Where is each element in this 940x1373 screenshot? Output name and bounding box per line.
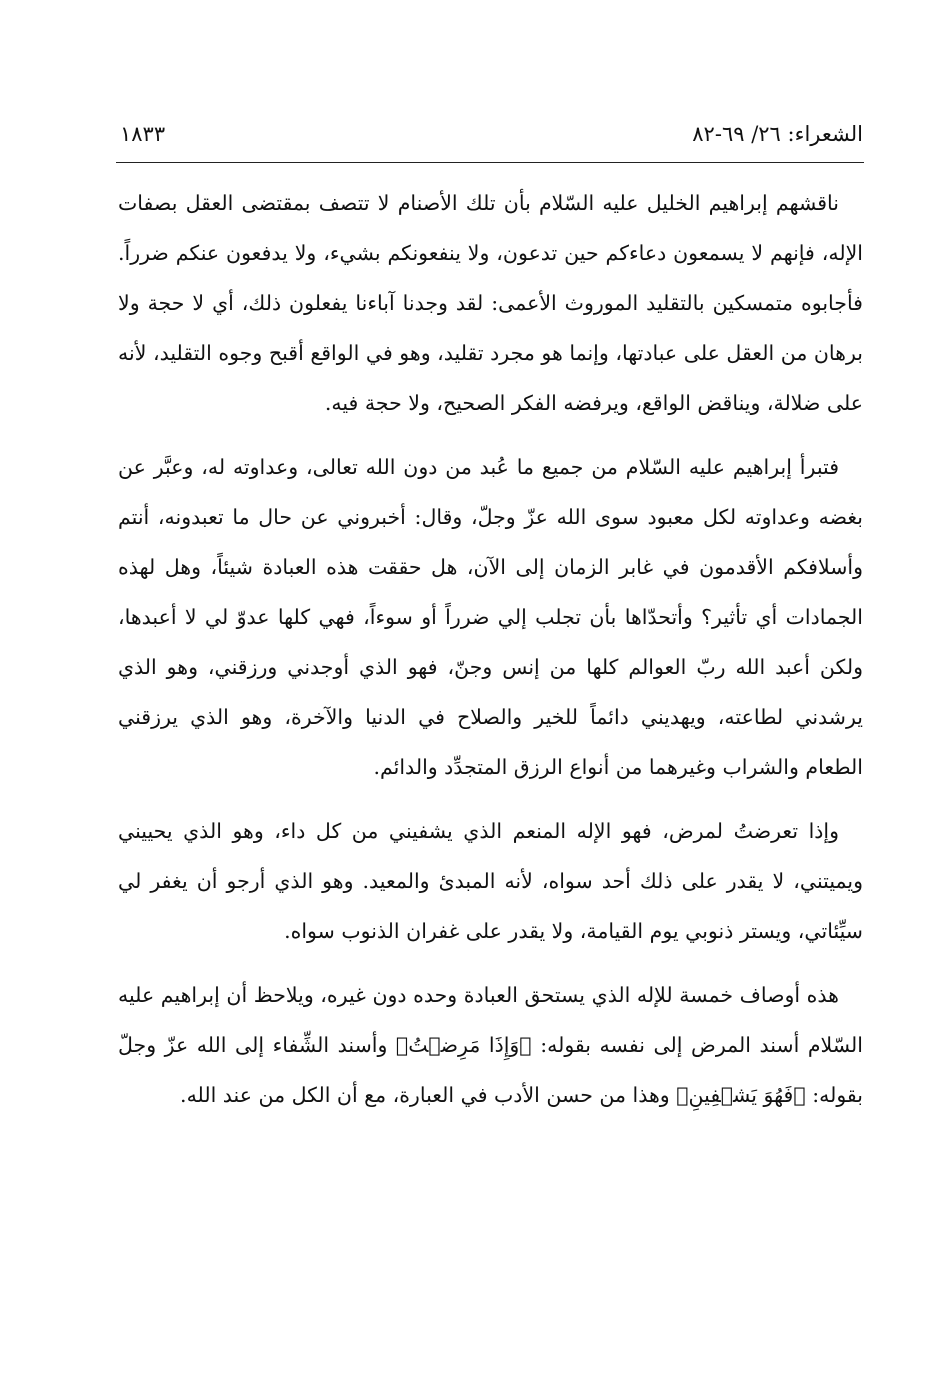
paragraph-4 [118, 970, 863, 1120]
paragraph-4-part-2: وأسند الشِّفاء إلى الله عزّ وجلّ بقوله: [118, 1033, 863, 1107]
paragraph-2: فتبرأ إبراهيم عليه السّلام من جميع ما عُبد من دون الله تعالى، وعداوته له، وعبَّر عن بغضه وعداوته لكل معبود سوى الله عزّ وجلّ، وقال: أخبروني عن حال ما تعبدونه، أنتم وأسلافكم الأقدمون في غابر الزمان إلى الآن، هل حققت هذه العبادة شيئاً، وهل لهذه الجمادات أي تأثير؟ وأتحدّاها بأن تجلب إلي ضرراً أو سوءاً، فهي كلها عدوّ لي لا أعبدها، ولكن أعبد الله ربّ العوالم كلها من إنس وجنّ، فهو الذي أوجدني ورزقني، وهو الذي يرشدني لطاعته، ويهديني دائماً للخير والصلاح في الدنيا والآخرة، وهو الذي يرزقني الطعام والشراب وغيرهما من أنواع الرزق المتجدِّد والدائم. [118, 455, 863, 779]
paragraph-4-part-3: وهذا من حسن الأدب في العبارة، مع أن الكل من عند الله. [180, 1083, 670, 1107]
paragraph-1: ناقشهم إبراهيم الخليل عليه السّلام بأن تلك الأصنام لا تتصف بمقتضى العقل بصفات الإله، فإنهم لا يسمعون دعاءكم حين تدعون، ولا ينفعونكم بشيء، ولا يدفعون عنكم ضرراً. فأجابوه متمسكين بالتقليد الموروث الأعمى: لقد وجدنا آباءنا يفعلون ذلك، أي لا حجة ولا برهان من العقل على عبادتها، وإنما هو مجرد تقليد، وهو في الواقع أقبح وجوه التقليد، لأنه على ضلالة، ويناقض الواقع، ويرفضه الفكر الصحيح، ولا حجة فيه. [118, 191, 863, 415]
paragraph-3: وإذا تعرضتُ لمرض، فهو الإله المنعم الذي يشفيني من كل داء، وهو الذي يحييني ويميتني، لا يقدر على ذلك أحد سواه، لأنه المبدئ والمعيد. وهو الذي أرجو أن يغفر لي سيِّئاتي، ويستر ذنوبي يوم القيامة، ولا يقدر على غفران الذنوب سواه. [118, 819, 863, 943]
page-body [118, 178, 863, 1120]
page-header [118, 118, 863, 158]
header-divider [116, 162, 864, 163]
surah-reference: الشعراء: ٢٦/ ٦٩-٨٢ [692, 122, 863, 146]
quran-quote-1: ﴿وَإِذَا مَرِضۡتُ﴾ [395, 1033, 532, 1057]
quran-quote-2: ﴿فَهُوَ يَشۡفِينِ﴾ [676, 1083, 806, 1107]
page-number: ١٨٣٣ [120, 122, 166, 146]
paragraph-4-part-1: هذه أوصاف خمسة للإله الذي يستحق العبادة وحده دون غيره، ويلاحظ أن إبراهيم عليه السّلام أسند المرض إلى نفسه بقوله: [118, 983, 863, 1057]
